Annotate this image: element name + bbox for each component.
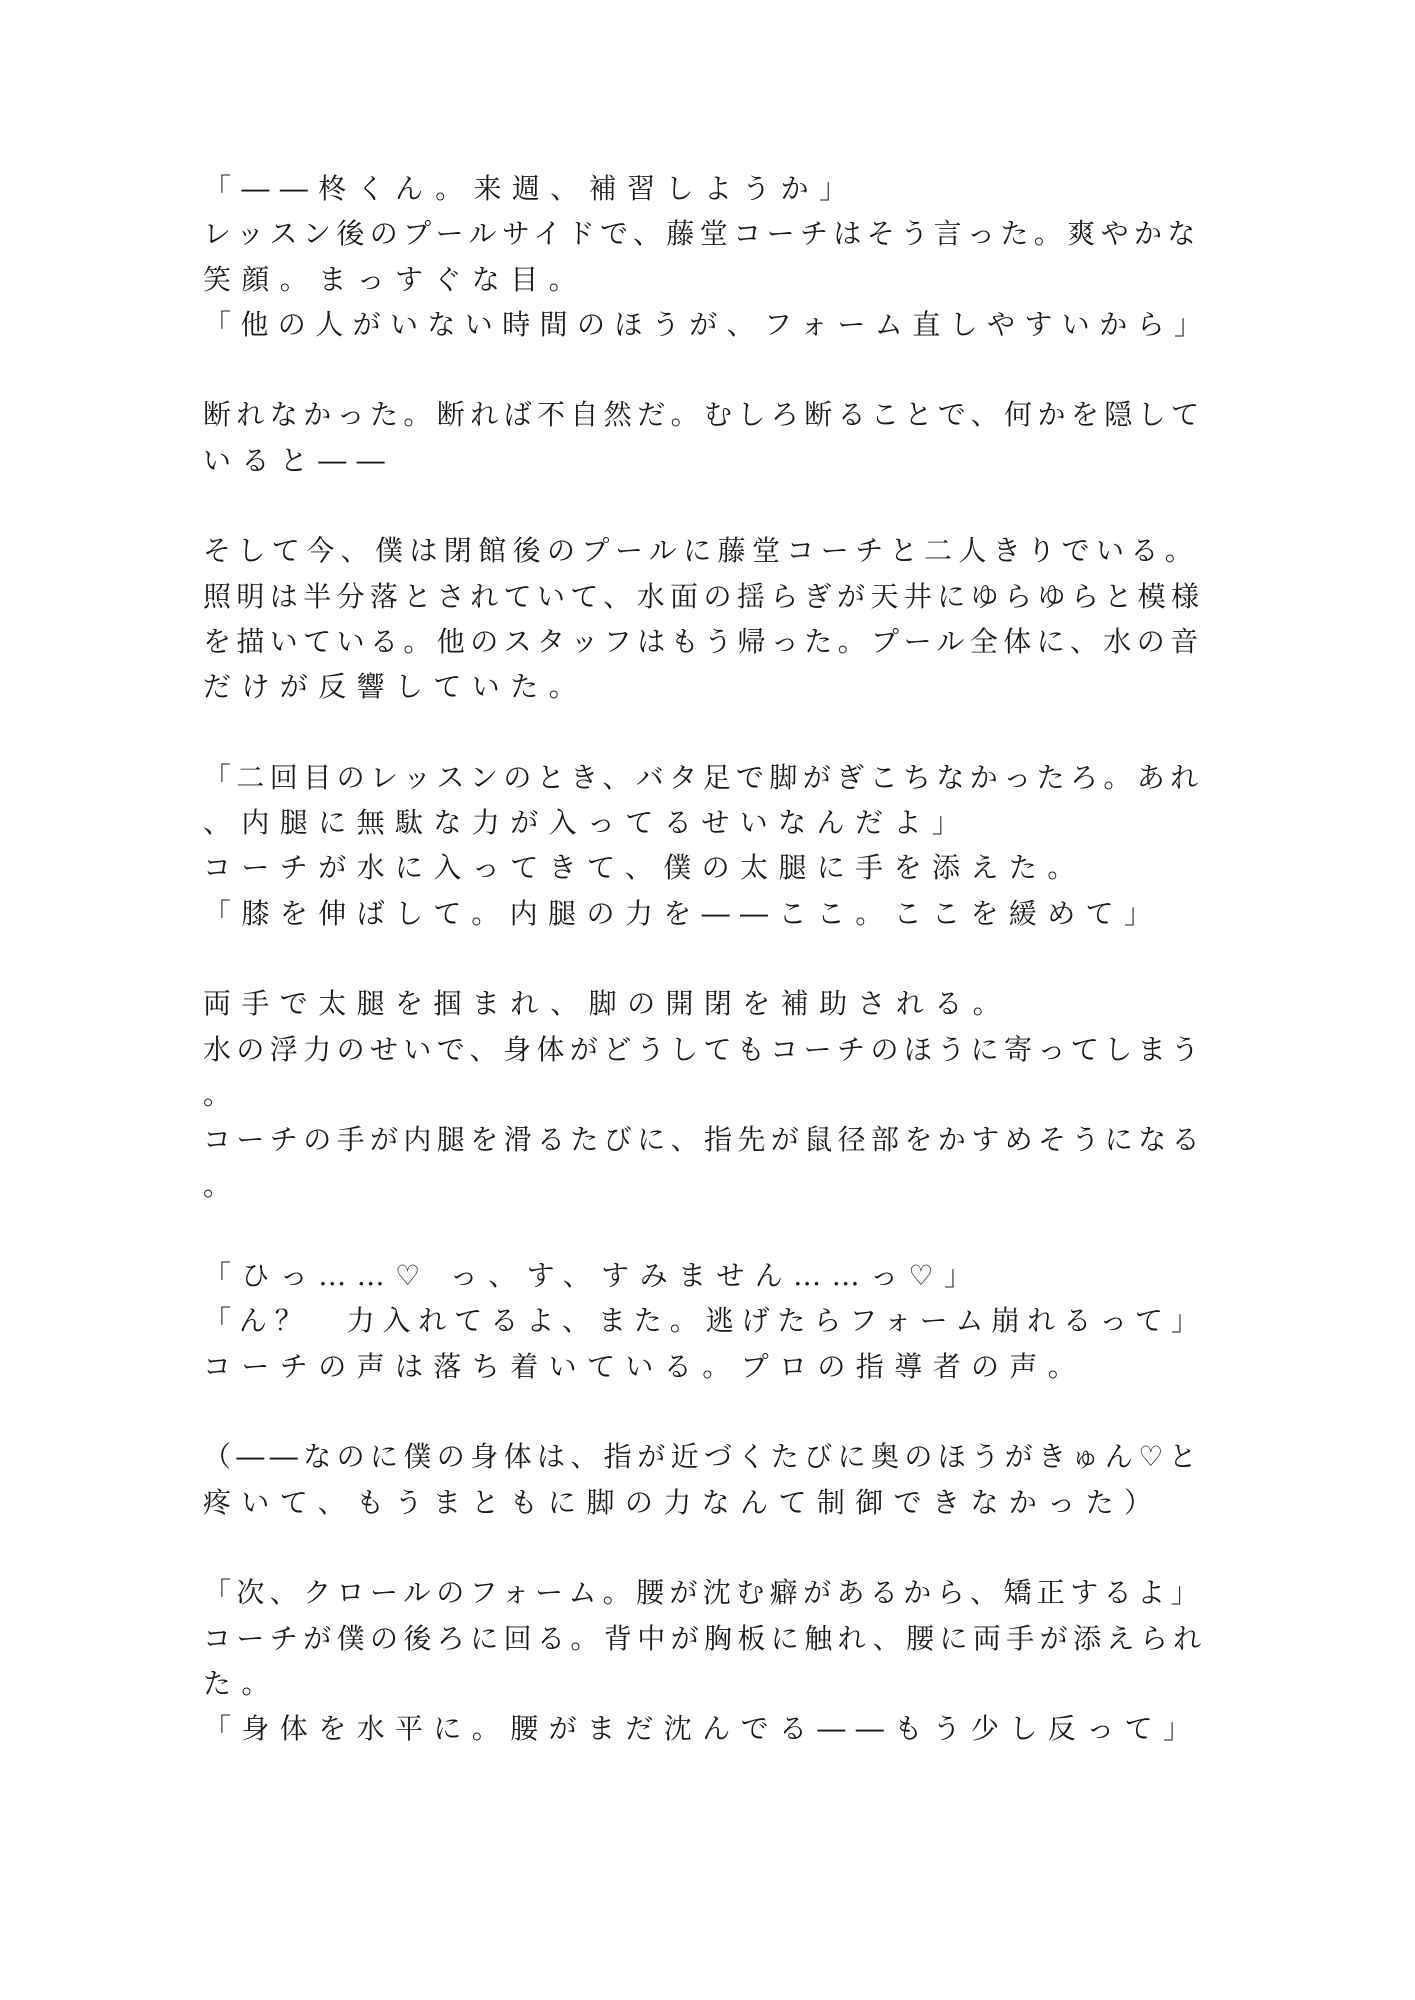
body-text: [203, 166, 1213, 1751]
text-line: コーチが僕の後ろに回る。背中が胸板に触れ、腰に両手が添えられ: [203, 1621, 1207, 1655]
text-line: 断れなかった。断れば不自然だ。むしろ断ることで、何かを隠して: [203, 398, 1205, 432]
text-line: を描いている。他のスタッフはもう帰った。プール全体に、水の音: [203, 624, 1204, 658]
blank-line: [203, 347, 1213, 392]
blank-line: [203, 1525, 1213, 1570]
text-line: 両手で太腿を掴まれ、脚の開閉を補助される。: [203, 987, 1012, 1021]
text-line: いると――: [203, 443, 396, 477]
text-line: た。: [203, 1666, 280, 1700]
text-line: 、内腿に無駄な力が入ってるせいなんだよ」: [203, 806, 971, 840]
text-line: （――なのに僕の身体は、指が近づくたびに奥のほうがきゅん♡と: [203, 1440, 1203, 1474]
text-line: だけが反響していた。: [203, 670, 588, 704]
blank-line: [203, 1208, 1213, 1253]
text-line: レッスン後のプールサイドで、藤堂コーチはそう言った。爽やかな: [203, 217, 1201, 251]
text-line: コーチの声は落ち着いている。プロの指導者の声。: [203, 1349, 1087, 1383]
blank-line: [203, 936, 1213, 981]
text-line: 「身体を水平に。腰がまだ沈んでる――もう少し反って」: [203, 1712, 1202, 1746]
text-line: 「――柊くん。来週、補習しようか」: [203, 172, 858, 205]
blank-line: [203, 710, 1213, 755]
text-line: 疼いて、もうまともに脚の力なんて制御できなかった）: [203, 1485, 1163, 1519]
text-line: 。: [203, 1077, 242, 1111]
text-line: 照明は半分落とされていて、水面の揺らぎが天井にゆらゆらと模様: [203, 579, 1205, 613]
text-line: コーチの手が内腿を滑るたびに、指先が鼠径部をかすめそうになる: [203, 1123, 1206, 1157]
text-line: 「他の人がいない時間のほうが、フォーム直しやすいから」: [203, 307, 1212, 341]
text-line: 「ひっ……♡ っ、す、すみません……っ♡」: [203, 1259, 983, 1293]
text-line: 。: [203, 1168, 242, 1202]
text-line: 「ん？ 力入れてるよ、また。逃げたらフォーム崩れるって」: [203, 1304, 1207, 1338]
text-line: 「二回目のレッスンのとき、バタ足で脚がぎこちなかったろ。あれ: [203, 760, 1204, 794]
text-line: 笑顔。まっすぐな目。: [203, 262, 588, 296]
text-line: 水の浮力のせいで、身体がどうしてもコーチのほうに寄ってしまう: [203, 1032, 1205, 1066]
blank-line: [203, 483, 1213, 528]
text-line: 「次、クロールのフォーム。腰が沈む癖があるから、矯正するよ」: [203, 1576, 1204, 1610]
text-line: そして今、僕は閉館後のプールに藤堂コーチと二人きりでいる。: [203, 534, 1200, 568]
blank-line: [203, 1389, 1213, 1434]
text-line: 「膝を伸ばして。内腿の力を――ここ。ここを緩めて」: [203, 896, 1163, 930]
text-line: コーチが水に入ってきて、僕の太腿に手を添えた。: [203, 851, 1086, 885]
